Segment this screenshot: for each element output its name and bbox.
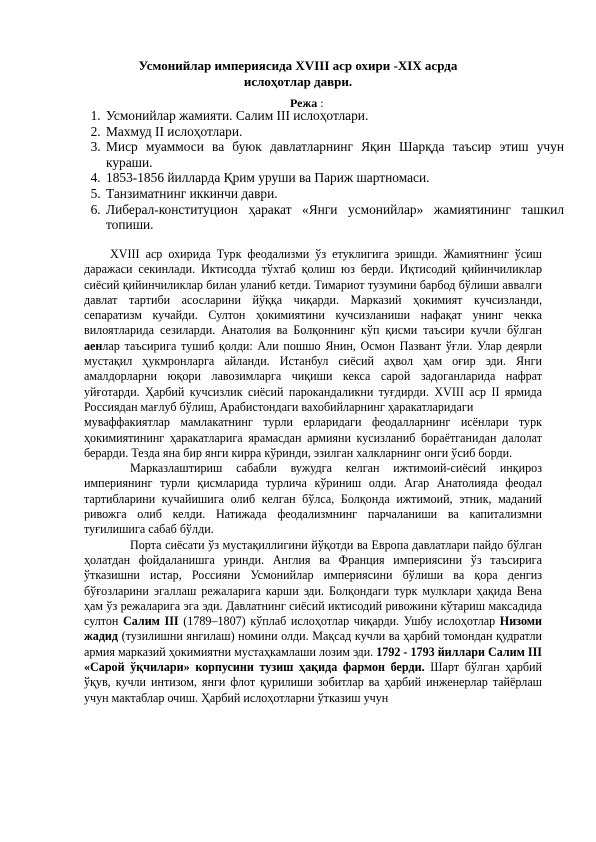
paragraph-3-text-g: Шарт бўлган ҳарбий ўқув, кучли интизом, янги флот қурилиши зобитлар ва ҳарбий инженерлар тайёрлаш учун мактаблар очиш. Ҳарбий ислоҳотларни ўтказиш учун — [84, 660, 543, 705]
plan-item-4: 4. 1853-1856 йилларда Қрим уруши ва Париж шартномаси. — [104, 170, 564, 186]
paragraph-3-bold-decree: 1792 - 1793 йиллари Салим III «Сарой ўқчилари» корпусини тузиш ҳақида фармон берди. — [84, 644, 542, 675]
plan-item-3: 3. Миср муаммоси ва буюк давлатларнинг Яқин Шарқда таъсир этиш учун кураши. — [104, 139, 564, 170]
plan-list — [84, 108, 564, 233]
paragraph-1-text-a: XVIII аср охирида Турк феодализми ўз етуклигига эришди. Жамиятнинг ўсиш даражаси секинлади. Иктисодда тўхтаб қолиш юз берди. Иқтисодий қийинчиликлар сиёсий қийинчиликлар билан уланиб кетди. Тимариот тузумини барбод бўлиши аввалги давлат тартиби асосларини йўққа чиқарди. Марказий ҳокимият кучсизланди, сепаратизм кучайди. Султон ҳокимиятини кучсизланиши нафақат унинг чекка вилоятларида сезиларди. Анатолия ва Болқоннинг кўп қисми таъсири кучли бўлган — [84, 247, 542, 338]
paragraph-1-continued: муваффакиятлар мамлакатнинг турли ерларидаги феодалларнинг исёнлари турк ҳокимиятининг ҳаракатларига ярамасдан армияни кусизланиб бораётганидан далолат берарди. Тезда яна бир янги кирра кўринди, эзилган халкларнинг онги ўсиб борди. — [84, 415, 542, 460]
plan-item-2: 2. Махмуд II ислоҳотлари. — [104, 124, 564, 140]
paragraph-3-text-c: (1789–1807) кўплаб ислоҳотлар чиқарди. Ушбу ислоҳотлар — [178, 614, 500, 629]
paragraph-3-bold-nizomi: Низоми жадид — [84, 614, 542, 644]
plan-item-6: 6. Либерал-конституцион ҳаракат «Янги усмонийлар» жамиятининг ташкил топиши. — [104, 202, 564, 233]
document-title-line-1: Усмонийлар империясида XVIII аср охири -XIX асрда — [138, 58, 458, 73]
document-body — [84, 247, 542, 706]
plan-heading-label: Режа — [290, 96, 318, 110]
paragraph-3-bold-sultan: Салим III — [123, 614, 179, 629]
paragraph-1-text-c: лар таъсирига тушиб қолди: Али пошшо Янин, Осмон Пазвант ўғли. Улар деярли мустақил ҳукмронларга айланди. Истанбул сиёсий аҳвол ҳам оғир эди. Янги амалдорларни юқори лавозимларга чиқиши кекса сарой задоганларида нафрат уйғотарди. Ҳарбий кучсизлик сиёсий парокандаликни туғдирди. XVIII аср II ярмида Россиядан мағлуб бўлиш, Арабистондаги вахобийларнинг ҳаракатларидаги — [84, 338, 542, 414]
paragraph-2: Марказлаштириш сабабли вужудга келган ижтимоий-сиёсий инқироз империянинг турли қисмларида турлича кўриниш олди. Агар Анатолияда феодал тартибларини кучайишига олиб келган бўлса, Болқонда ижтимоий, этник, маданий ривожга олиб келди. Натижада феодализмнинг парчаланиши ва капитализмни туғилишига сабаб бўлди. — [84, 461, 542, 537]
plan-item-1: 1. Усмонийлар жамияти. Салим III ислоҳотлари. — [104, 108, 564, 124]
document-title-line-2: ислоҳотлар даври. — [243, 74, 353, 89]
plan-heading-colon: : — [317, 96, 324, 110]
paragraph-3-text-e: (тузилишни янгилаш) номини олди. Мақсад кучли ва ҳарбий томондан қудратли армия марказий ҳокимиятни мустаҳкамлаши лозим эди. — [84, 629, 542, 659]
paragraph-1-bold-aen: аен — [84, 338, 103, 353]
paragraph-3 — [84, 538, 542, 706]
plan-item-5: 5. Танзиматнинг иккинчи даври. — [104, 186, 564, 202]
paragraph-1 — [84, 247, 542, 415]
paragraph-3-text-a: Порта сиёсати ўз мустақиллигини йўқотди ва Европа давлатлари пайдо бўлган ҳолатдан фойдаланишга уринди. Англия ва Франция империясини ўз таъсирига ўтказишни истар, Россияни Усмонийлар империясини бўлиши ва қора денгиз бўғозларини эгаллаш режаларига карши эди. Болқондаги турк мулклари ҳақида Вена ҳам ўз режаларига эга эди. Давлатнинг сиёсий иктисодий ривожини кўтариш максадида султон — [84, 537, 542, 629]
